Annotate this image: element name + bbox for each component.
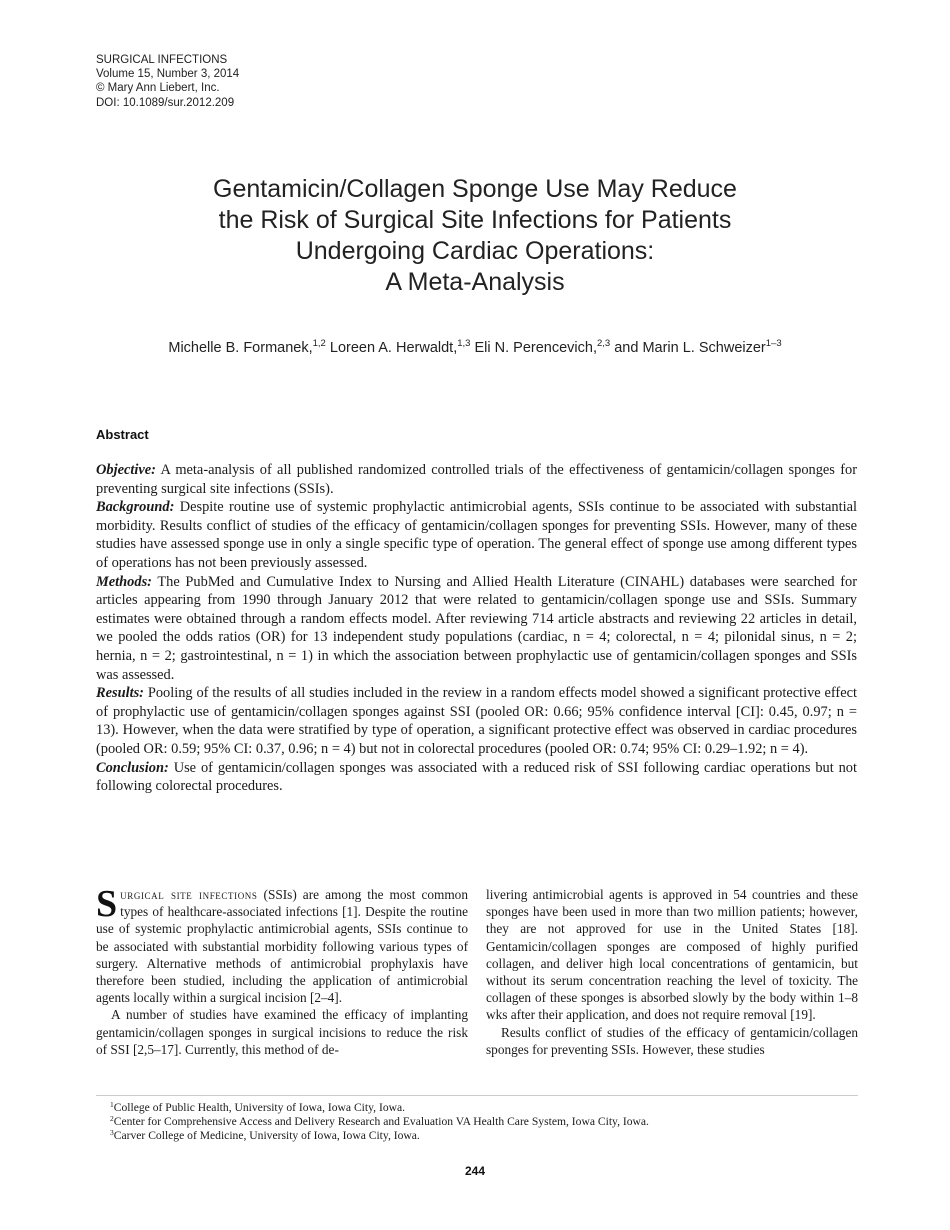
- title-line: the Risk of Surgical Site Infections for Patients: [218, 206, 732, 234]
- footnote-number: 2: [110, 1114, 114, 1124]
- footnote: [110, 1129, 649, 1143]
- body-paragraph: Results conflict of studies of the efficacy of gentamicin/collagen sponges for preventing SSIs. However, these studies: [486, 1024, 858, 1057]
- footnote: [110, 1115, 649, 1129]
- smallcaps-lead: urgical site infections: [120, 887, 258, 902]
- abstract-objective: [96, 461, 857, 498]
- journal-copyright: © Mary Ann Liebert, Inc.: [96, 82, 220, 95]
- author-name: Eli N. Perencevich,: [474, 340, 597, 356]
- abstract-results: [96, 684, 857, 758]
- footnotes: [110, 1101, 649, 1144]
- journal-header: [96, 53, 239, 110]
- footnote-number: 1: [110, 1100, 114, 1109]
- author-name: and Marin L. Schweizer: [614, 340, 766, 356]
- page-number: 244: [464, 1164, 486, 1178]
- section-label: Methods:: [96, 573, 152, 590]
- body-paragraph: [96, 883, 468, 1006]
- title-line: Undergoing Cardiac Operations:: [295, 237, 655, 265]
- body-paragraph: livering antimicrobial agents is approved in 54 countries and these sponges have been used in more than two million patients; however, they are not approved for use in the United States [18]. Gentamicin/collagen sponges are composed of highly purified collagen, and deliver high local concentrations of gentamicin, but without its serum concentration reaching the level of toxicity. The collagen of these sponges is absorbed slowly by the body within 1–8 wks after their application, and does not require removal [19].: [486, 887, 858, 1023]
- footnote-number: 3: [110, 1128, 114, 1138]
- journal-name: SURGICAL INFECTIONS: [96, 54, 228, 66]
- footnote-text: College of Public Health, University of Iowa, Iowa City, Iowa.: [113, 1101, 406, 1114]
- author-name: Loreen A. Herwaldt,: [329, 340, 458, 356]
- drop-cap: S: [96, 883, 118, 925]
- footnote-text: Carver College of Medicine, University of Iowa, Iowa City, Iowa.: [113, 1129, 420, 1143]
- article-title: [100, 174, 850, 298]
- section-label: Objective:: [96, 462, 156, 478]
- section-label: Conclusion:: [96, 759, 169, 776]
- abstract-body: [96, 461, 857, 796]
- author-affiliation: 1–3: [765, 338, 782, 349]
- abstract-heading: Abstract: [96, 427, 149, 442]
- footnote: [110, 1101, 649, 1115]
- section-text: Despite routine use of systemic prophylactic antimicrobial agents, SSIs continue to be associated with substantial morbidity. Results conflict of studies of the efficacy of gentamicin/collagen sponges for preventing SSIs. However, many of these studies have assessed sponge use in only a single specific type of operation. The general effect of sponge use among different types of operations has not been previously assessed.: [96, 499, 857, 571]
- section-text: The PubMed and Cumulative Index to Nursing and Allied Health Literature (CINAHL) databases were searched for articles appearing from 1990 through January 2012 that were related to gentamicin/collagen sponge use and SSIs. Summary estimates were obtained through a random effects model. After reviewing 714 article abstracts and reviewing 22 articles in detail, we pooled the odds ratios (OR) for 13 independent study populations (cardiac, n = 4; colorectal, n = 4; pilonidal sinus, n = 2; hernia, n = 2; gastrointestinal, n = 1) in which the association between prophylactic use of gentamicin/collagen sponges and SSIs was assessed.: [96, 573, 857, 683]
- author-affiliation: 1,2: [312, 338, 326, 349]
- section-text: A meta-analysis of all published randomized controlled trials of the effectiveness of gentamicin/collagen sponges for preventing surgical site infections (SSIs).: [96, 462, 857, 497]
- author-list: [80, 340, 870, 356]
- body-column-right: [486, 886, 858, 1058]
- journal-doi: DOI: 10.1089/sur.2012.209: [96, 96, 235, 109]
- abstract-conclusion: [96, 759, 857, 796]
- section-label: Results:: [96, 685, 144, 702]
- title-line: A Meta-Analysis: [385, 268, 565, 296]
- section-label: Background:: [96, 499, 175, 516]
- author-name: Michelle B. Formanek,: [168, 340, 313, 356]
- journal-volume: Volume 15, Number 3, 2014: [96, 68, 240, 81]
- section-text: Use of gentamicin/collagen sponges was associated with a reduced risk of SSI following cardiac operations but not following colorectal procedures.: [96, 759, 857, 795]
- abstract-background: [96, 498, 857, 572]
- footnote-divider: [96, 1095, 858, 1096]
- body-column-left: [96, 883, 468, 1058]
- section-text: Pooling of the results of all studies included in the review in a random effects model showed a significant protective effect of prophylactic use of gentamicin/collagen sponges against SSI (pooled OR: 0.66; 95% confidence interval [CI]: 0.45, 0.97; n = 13). However, when the data were stratified by type of operation, a significant protective effect was observed in cardiac procedures (pooled OR: 0.59; 95% CI: 0.37, 0.96; n = 4) but not in colorectal procedures (pooled OR: 0.74; 95% CI: 0.29–1.92; n = 4).: [96, 685, 857, 757]
- abstract-methods: [96, 573, 857, 685]
- title-line: Gentamicin/Collagen Sponge Use May Reduce: [213, 175, 737, 203]
- body-paragraph: A number of studies have examined the efficacy of implanting gentamicin/collagen sponges in surgical incisions to reduce the risk of SSI [2,5–17]. Currently, this method of de-: [96, 1007, 468, 1057]
- author-affiliation: 1,3: [457, 338, 471, 349]
- author-affiliation: 2,3: [596, 338, 611, 349]
- footnote-text: Center for Comprehensive Access and Delivery Research and Evaluation VA Health Care System, Iowa City, Iowa.: [113, 1115, 649, 1129]
- paragraph-text: (SSIs) are among the most common types of healthcare-associated infections [1]. Despite the routine use of systemic prophylactic antimicrobial agents, SSIs continue to be associated with substantial morbidity following various types of surgery. Alternative methods of antimicrobial prophylaxis have therefore been studied, including the application of antimicrobial agents locally within a surgical incision [2–4].: [96, 887, 468, 1006]
